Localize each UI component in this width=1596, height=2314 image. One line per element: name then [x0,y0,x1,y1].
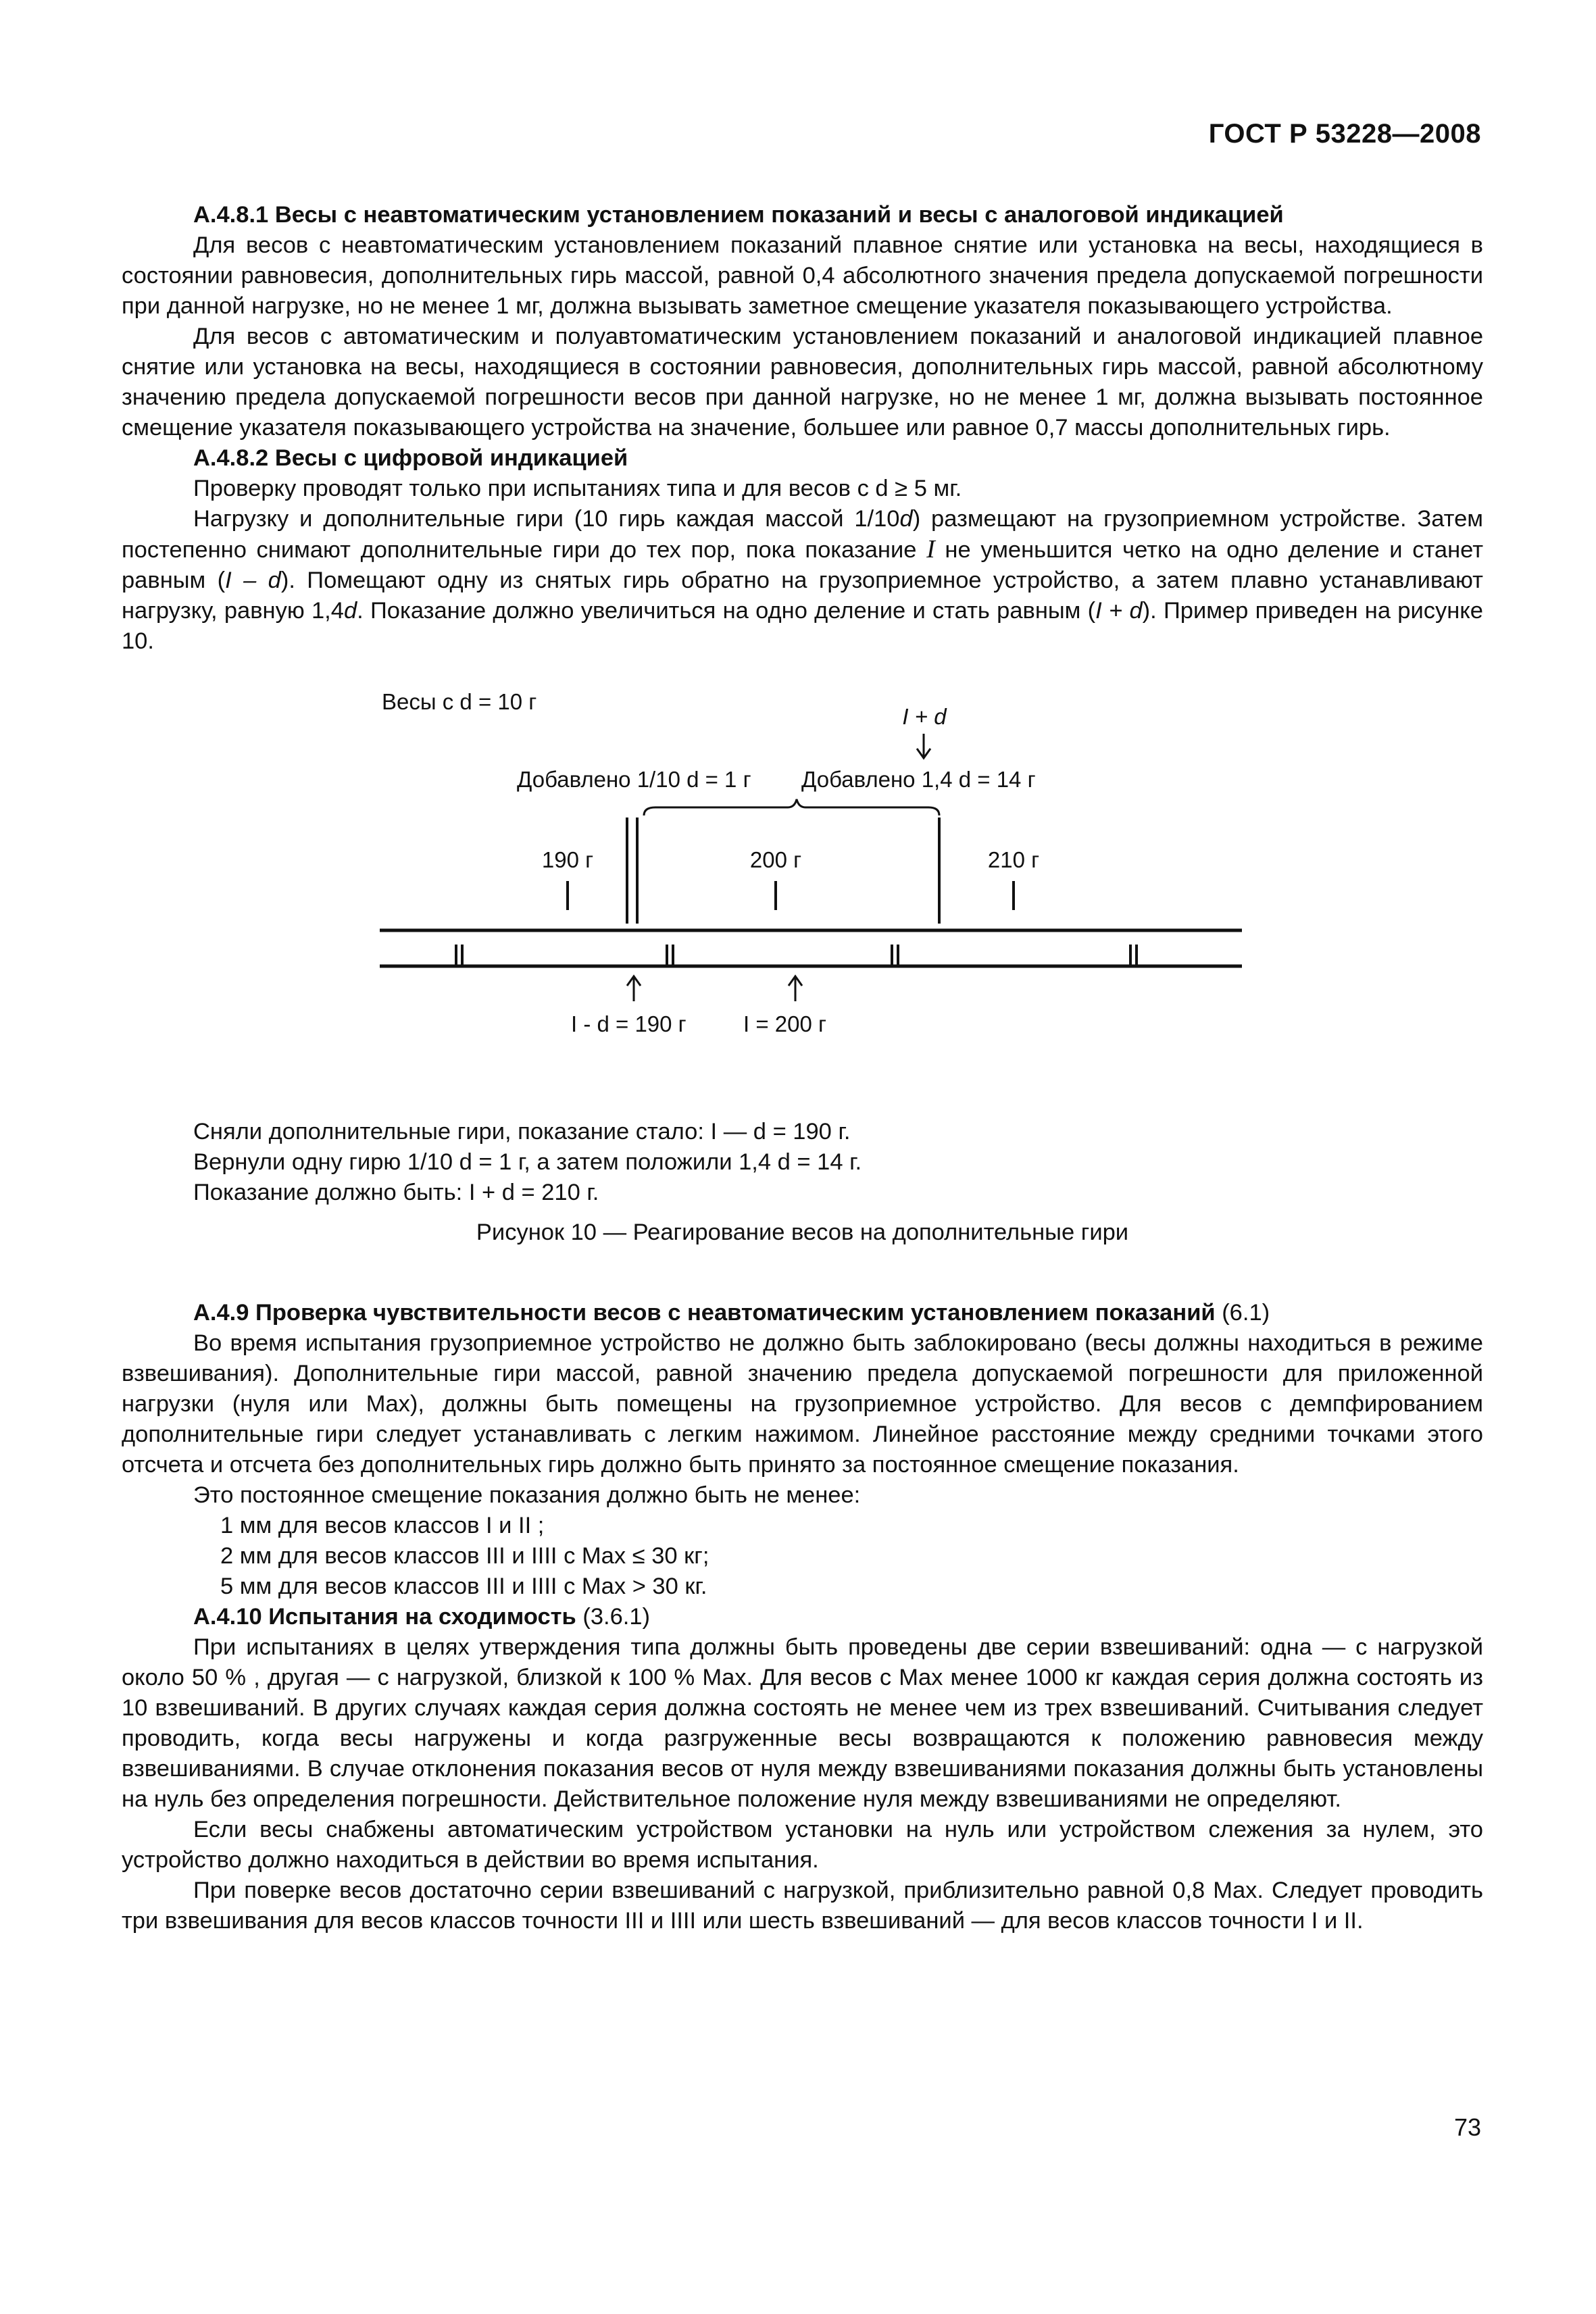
added-label-1: Добавлено 1/10 d = 1 г [517,767,751,792]
scale-separators [456,945,1137,966]
paragraph-a49-1: Во время испытания грузоприемное устройство не должно быть заблокировано (весы должны находиться в режиме взвешивания). Дополнительные гири массой, равной значению предела допускаемой погрешности для приложенной нагрузки (нуля или Max), должны быть помещены на грузоприемное устройство. Для весов с демпфированием дополнительные гири следует устанавливать с легким нажимом. Линейное расстояние между средними точками этого отсчета и отсчета без дополнительных гирь должно быть принято за постоянное смещение показания. [122,1330,1483,1478]
curly-brace [644,799,939,815]
paragraph-a410-2: Если весы снабжены автоматическим устройством установки на нуль или устройством слежения за нулем, это устройство должно находиться в действии во время испытания. [122,1817,1483,1873]
scale-label: Весы с d = 10 г [382,689,537,714]
bottom-label-190: I - d = 190 г [571,1011,687,1036]
sensitivity-list [122,1511,1483,1602]
figure-10 [122,677,1483,1092]
up-arrow-icon [789,976,802,1001]
figure-caption: Рисунок 10 — Реагирование весов на дополнительные гири [476,1219,1129,1245]
mark-ticks [568,881,1014,910]
document-body [122,200,1483,1936]
note-3: Показание должно быть: I + d = 210 г. [193,1180,599,1205]
paragraph-a481-1: Для весов с неавтоматическим установлением показаний плавное снятие или установка на весы, находящиеся в состоянии равновесия, дополнительных гирь массой, равной 0,4 абсолютного значения предела допускаемой погрешности при данной нагрузке, но не менее 1 мг, должна вызывать заметное смещение указателя показывающего устройства. [122,232,1483,319]
heading-a482: А.4.8.2 Весы с цифровой индикацией [193,445,628,471]
note-2: Вернули одну гирю 1/10 d = 1 г, а затем положили 1,4 d = 14 г. [193,1149,862,1175]
added-label-2: Добавлено 1,4 d = 14 г [801,767,1036,792]
list-item: 2 мм для весов классов III и IIII с Max ≤ 30 кг; [220,1543,709,1569]
document-id: ГОСТ Р 53228—2008 [1208,119,1481,149]
mark-label-200: 200 г [749,847,802,872]
heading-a410: А.4.10 Испытания на сходимость (3.6.1) [193,1604,651,1630]
list-item: 1 мм для весов классов I и II ; [220,1513,545,1538]
paragraph-a481-2: Для весов с автоматическим и полуавтоматическим установлением показаний и аналоговой индикацией плавное снятие или установка на весы, находящиеся в состоянии равновесия, дополнительных гирь массой, равной абсолютному значению предела допускаемой погрешности весов при данной нагрузке, но не менее 1 мг, должна вызывать постоянное смещение указателя показывающего устройства на значение, большее или равное 0,7 массы дополнительных гирь. [122,324,1483,441]
note-1: Сняли дополнительные гири, показание стало: I — d = 190 г. [193,1119,851,1145]
page-number: 73 [1453,2113,1481,2141]
figure-notes [122,1117,1483,1208]
paragraph-a410-1: При испытаниях в целях утверждения типа должны быть проведены две серии взвешиваний: одна — с нагрузкой около 50 % , другая — с нагрузкой, близкой к 100 % Max. Для весов с Max менее 1000 кг каждая серия должна состоять из 10 взвешиваний. В других случаях каждая серия должна состоять не менее чем из трех взвешиваний. Считывания следует проводить, когда весы нагружены и когда разгруженные весы возвращаются к положению равновесия между взвешиваниями. В случае отклонения показания весов от нуля между взвешиваниями показания должны быть установлены на нуль без определения погрешности. Действительное положение нуля между взвешиваниями не определяют. [122,1634,1483,1812]
heading-a481: А.4.8.1 Весы с неавтоматическим установлением показаний и весы с аналоговой индикацией [193,202,1284,228]
mark-label-210: 210 г [987,847,1040,872]
heading-a49: А.4.9 Проверка чувствительности весов с неавтоматическим установлением показаний (6.1) [193,1300,1270,1326]
scale-bars [380,930,1242,966]
scale-diagram [122,677,1483,1092]
paragraph-a49-2: Это постоянное смещение показания должно быть не менее: [193,1482,861,1508]
paragraph-a482-2: Нагрузку и дополнительные гири (10 гирь каждая массой 1/10d) размещают на грузоприемном устройстве. Затем постепенно снимают дополнительные гири до тех пор, пока показание I не уменьшится четко на одно деление и станет равным (I – d). Помещают одну из снятых гирь обратно на грузоприемное устройство, а затем плавно устанавливают нагрузку, равную 1,4d. Показание должно увеличиться на одно деление и стать равным (I + d). Пример приведен на рисунке 10. [122,506,1483,654]
bottom-label-200: I = 200 г [743,1011,827,1036]
list-item: 5 мм для весов классов III и IIII с Max > 30 кг. [220,1574,707,1599]
up-arrow-icon [627,976,641,1001]
paragraph-a410-3: При поверке весов достаточно серии взвешиваний с нагрузкой, приблизительно равной 0,8 Max. Следует проводить три взвешивания для весов классов точности III и IIII или шесть взвешиваний — для весов классов точности I и II. [122,1878,1483,1934]
paragraph-a482-1: Проверку проводят только при испытаниях типа и для весов с d ≥ 5 мг. [193,476,962,501]
down-arrow-icon [917,734,930,758]
top-pointer-label: I + d [902,704,947,729]
mark-label-190: 190 г [541,847,594,872]
